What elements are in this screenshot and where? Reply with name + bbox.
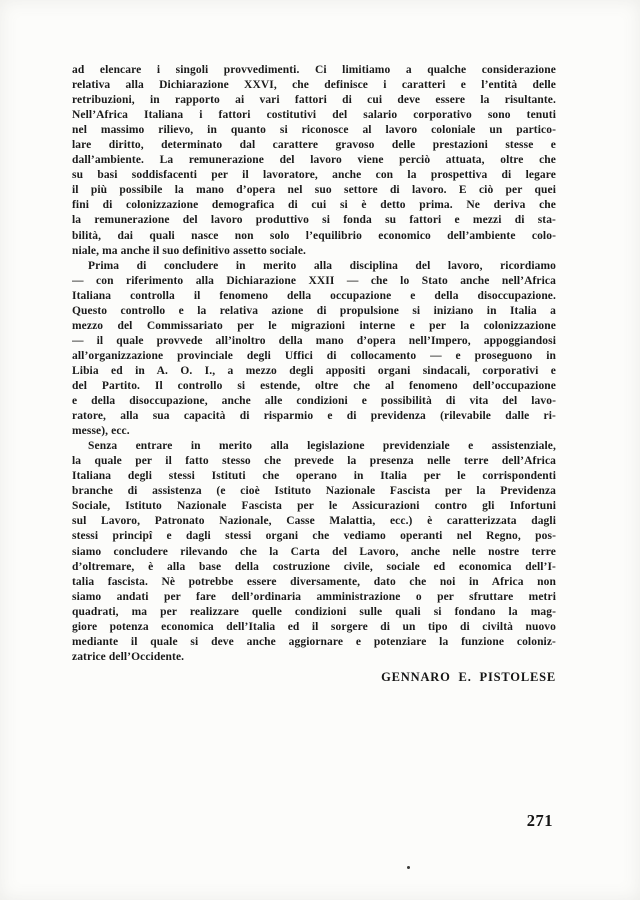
text-line: d’oltremare, è alla base della costruzione civile, sociale ed economica dell’I- xyxy=(72,560,556,573)
text-line: talia fascista. Nè potrebbe essere diversamente, dato che noi in Africa non xyxy=(72,575,556,588)
text-line: all’organizzazione provinciale degli Uffici di collocamento — e proseguono in xyxy=(72,349,556,362)
text-line: del Partito. Il controllo si estende, oltre che al fenomeno dell’occupazione xyxy=(72,379,556,392)
page-number: 271 xyxy=(526,811,553,830)
text-line: quadrati, ma per realizzare quelle condizioni sulle quali si fondano la mag- xyxy=(72,605,556,618)
text-line: Libia ed in A. O. I., a mezzo degli appositi organi sindacali, corporativi e xyxy=(72,364,556,377)
text-line: nel massimo rilievo, in quanto si riconosce al lavoro coloniale un partico- xyxy=(72,124,556,137)
text-line: mediante il quale si deve anche aggiornare e potenziare la funzione coloniz- xyxy=(72,635,556,648)
text-line: — il quale provvede all’inoltro della mano d’opera nell’Impero, appoggiandosi xyxy=(72,334,556,347)
text-line: fini di colonizzazione demografica di cui si è detto prima. Ne deriva che xyxy=(72,199,556,212)
text-line: mezzo del Commissariato per le migrazioni interne e per la colonizzazione xyxy=(72,319,556,332)
text-line: retribuzioni, in rapporto ai vari fattori di cui deve essere la risultante. xyxy=(72,94,556,107)
text-line: lare diritto, determinato dal carattere gravoso delle prestazioni stesse e xyxy=(72,139,556,152)
paragraph xyxy=(72,259,556,440)
text-line: la quale per il fatto stesso che prevede la presenza nelle terre dell’Africa xyxy=(72,455,556,468)
text-line: il più possibile la mano d’opera nel suo settore di lavoro. E ciò per quei xyxy=(72,184,556,197)
text-line: Senza entrare in merito alla legislazione previdenziale e assistenziale, xyxy=(88,440,556,453)
text-line: zatrice dell’Occidente. xyxy=(72,650,185,663)
text-line: la remunerazione del lavoro produttivo si fonda su fattori e mezzi di sta- xyxy=(72,214,556,227)
text-line: ad elencare i singoli provvedimenti. Ci limitiamo a qualche considerazione xyxy=(72,64,556,76)
text-line: Italiana degli stessi Istituti che operano in Italia per le corrispondenti xyxy=(72,470,556,483)
text-line: messe), ecc. xyxy=(72,425,130,438)
text-line: Nell’Africa Italiana i fattori costitutivi del salario corporativo sono tenuti xyxy=(72,109,556,122)
paragraph xyxy=(72,63,556,259)
text-line: Italiana controlla il fenomeno della occupazione e della disoccupazione. xyxy=(72,289,556,302)
text-line: Sociale, Istituto Nazionale Fascista per le Assicurazioni contro gli Infortuni xyxy=(72,500,556,513)
author-signature: GENNARO E. PISTOLESE xyxy=(381,670,556,684)
paragraph xyxy=(72,439,556,665)
text-line: Prima di concludere in merito alla disciplina del lavoro, ricordiamo xyxy=(88,259,556,272)
text-line: — con riferimento alla Dichiarazione XXII — che lo Stato anche nell’Africa xyxy=(72,274,556,287)
print-speck xyxy=(407,866,410,869)
text-line: siamo andati per fare dell’ordinaria amministrazione o per sfruttare metri xyxy=(72,590,556,603)
page-text-block xyxy=(72,63,556,665)
text-line: e della disoccupazione, anche alle condizioni e possibilità di vita del lavo- xyxy=(72,395,556,408)
text-line: Questo controllo e la relativa azione di propulsione si iniziano in Italia a xyxy=(72,304,556,317)
text-line: stessi principî e dagli stessi organi che vediamo operanti nel Regno, pos- xyxy=(72,530,556,543)
text-line: relativa alla Dichiarazione XXVI, che definisce i caratteri e l’entità delle xyxy=(72,79,556,92)
text-line: niale, ma anche il suo definitivo assetto sociale. xyxy=(72,244,307,257)
text-line: ratore, alla sua capacità di risparmio e di previdenza (rilevabile dalle ri- xyxy=(72,410,556,423)
text-line: giore potenza economica dell’Italia ed il sorgere di un tipo di civiltà nuovo xyxy=(72,620,556,633)
text-line: siamo concludere rilevando che la Carta del Lavoro, anche nelle nostre terre xyxy=(72,545,556,558)
text-line: bilità, dai quali nasce non solo l’equilibrio economico dell’ambiente colo- xyxy=(72,229,556,242)
text-line: sul Lavoro, Patronato Nazionale, Casse Malattia, ecc.) è caratterizzata dagli xyxy=(72,515,556,528)
text-line: su basi soddisfacenti per il lavoratore, anche con la prospettiva di legare xyxy=(72,169,556,182)
text-line: dall’ambiente. La remunerazione del lavoro viene perciò attuata, oltre che xyxy=(72,154,556,167)
text-line: branche di assistenza (e cioè Istituto Nazionale Fascista per la Previdenza xyxy=(72,485,556,498)
